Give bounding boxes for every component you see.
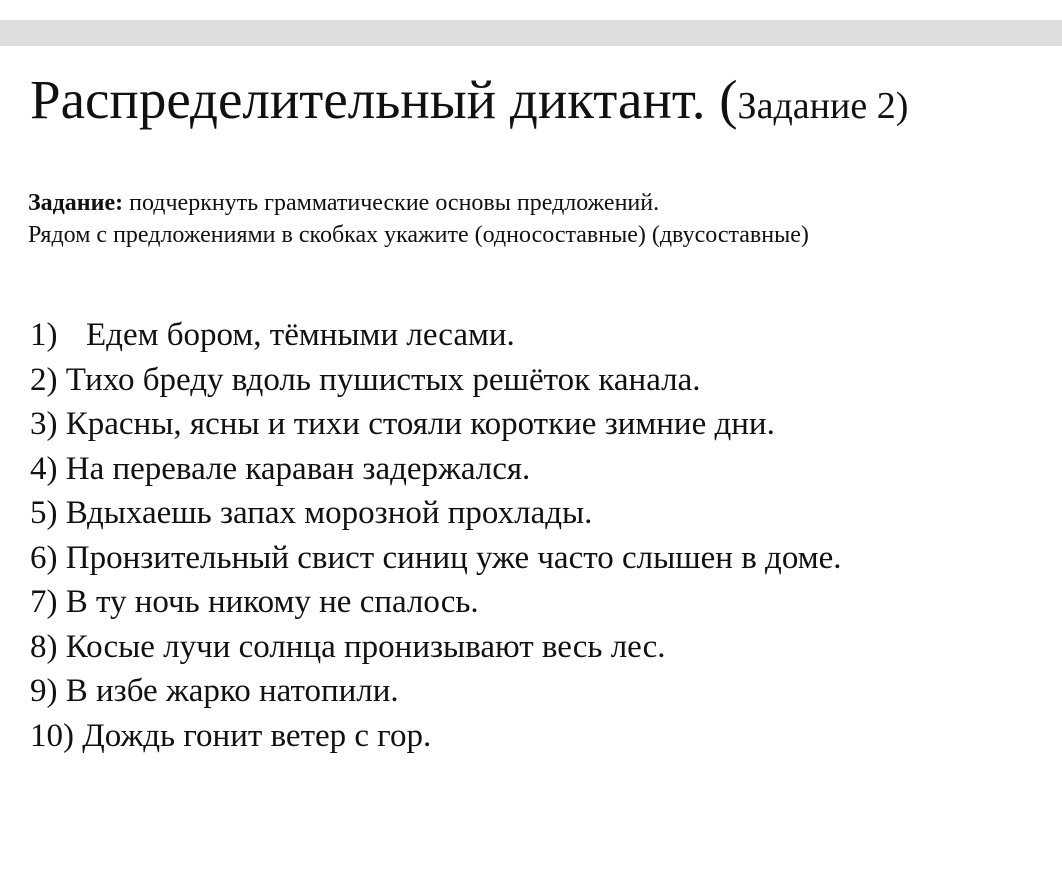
sentence-text: В избе жарко натопили.	[65, 673, 399, 709]
sentence-text: Тихо бреду вдоль пушистых решёток канала.	[65, 361, 701, 398]
sentence-number: 7)	[30, 584, 58, 620]
sentence-text: Едем бором, тёмными лесами.	[86, 317, 515, 353]
sentence-list	[30, 313, 842, 758]
task-line-2: Рядом с предложениями в скобках укажите (односоставные) (двусоставные)	[28, 222, 809, 248]
sentence-item	[30, 669, 842, 714]
sentence-item	[30, 714, 842, 759]
sentence-text: Вдыхаешь запах морозной прохлады.	[65, 495, 593, 531]
sentence-item	[30, 491, 842, 536]
sentence-item	[30, 536, 842, 581]
task-text: подчеркнуть грамматические основы предложений.	[123, 190, 660, 216]
sentence-item	[30, 358, 842, 403]
sentence-number: 2)	[30, 361, 58, 398]
top-bar	[0, 20, 1062, 46]
sentence-text: В ту ночь никому не спалось.	[65, 584, 479, 620]
task-label: Задание:	[28, 190, 124, 216]
sentence-item	[30, 402, 842, 447]
sentence-text: Красны, ясны и тихи стояли короткие зимние дни.	[65, 406, 775, 442]
sentence-text: Пронзительный свист синиц уже часто слышен в доме.	[65, 539, 842, 576]
sentence-text: Косые лучи солнца пронизывают весь лес.	[65, 628, 666, 665]
sentence-number: 10)	[30, 717, 74, 754]
title-sub: Задание 2)	[737, 85, 909, 127]
title-paren: (	[719, 69, 738, 130]
task-line-1	[28, 187, 809, 219]
sentence-number: 1)	[30, 317, 58, 353]
sentence-item	[30, 580, 842, 625]
sentence-text: Дождь гонит ветер с гор.	[82, 717, 432, 754]
title-main: Распределительный диктант.	[30, 69, 720, 130]
sentence-number: 4)	[30, 450, 58, 487]
page-title	[30, 69, 909, 130]
sentence-number: 6)	[30, 539, 58, 576]
sentence-number: 9)	[30, 673, 58, 709]
task-instructions	[28, 187, 809, 251]
sentence-number: 5)	[30, 495, 58, 531]
sentence-item	[30, 625, 842, 670]
sentence-text: На перевале караван задержался.	[65, 450, 531, 487]
sentence-item	[30, 447, 842, 492]
sentence-item	[30, 313, 842, 358]
sentence-number: 3)	[30, 406, 58, 442]
sentence-number: 8)	[30, 628, 58, 665]
